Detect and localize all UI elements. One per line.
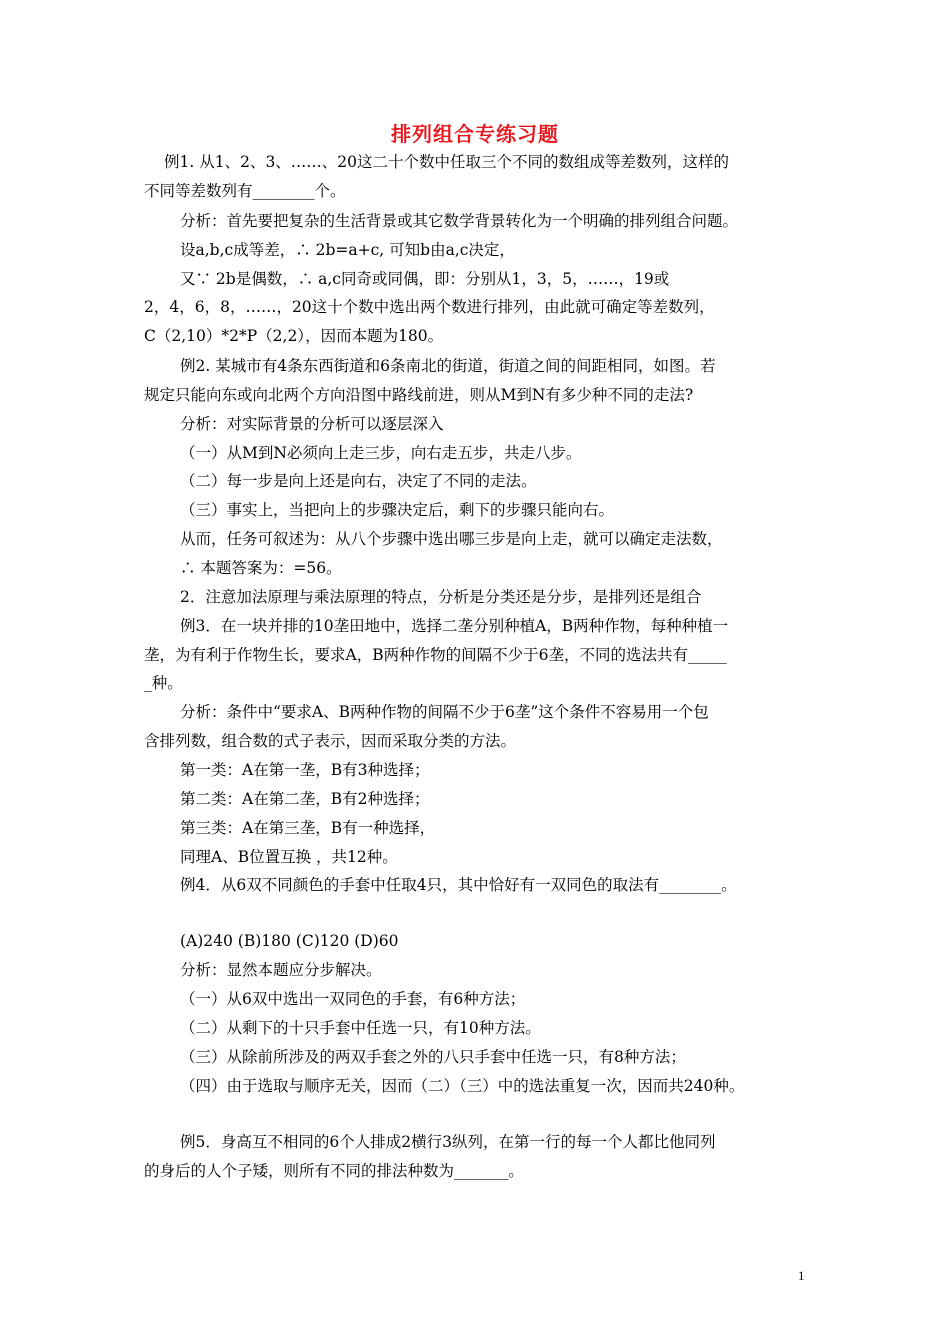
page-title: 排列组合专练习题 <box>391 122 559 146</box>
text-line: 分析：显然本题应分步解决。 <box>180 961 382 979</box>
text-line: 例3．在一块并排的10垄田地中，选择二垄分别种植A，B两种作物，每种种植一 <box>180 617 729 635</box>
text-line: （二）每一步是向上还是向右，决定了不同的走法。 <box>180 472 537 490</box>
text-line: （一）从6双中选出一双同色的手套，有6种方法； <box>180 990 526 1008</box>
text-line: (A)240 (B)180 (C)120 (D)60 <box>180 932 399 950</box>
text-line: 同理A、B位置互换 ，共12种。 <box>180 848 398 866</box>
text-line: （三）事实上，当把向上的步骤决定后，剩下的步骤只能向右。 <box>180 501 615 519</box>
text-line: 规定只能向东或向北两个方向沿图中路线前进，则从M到N有多少种不同的走法? <box>144 386 694 404</box>
text-line: 含排列数，组合数的式子表示，因而采取分类的方法。 <box>144 732 517 750</box>
text-line: 例2. 某城市有4条东西街道和6条南北的街道，街道之间的间距相同，如图。若 <box>180 357 716 375</box>
text-line: 例1. 从1、2、3、……、20这二十个数中任取三个不同的数组成等差数列，这样的 <box>164 153 730 171</box>
text-line: ∴ 本题答案为：=56。 <box>180 559 342 577</box>
text-line: _种。 <box>144 674 183 692</box>
text-line: 设a,b,c成等差，∴ 2b=a+c, 可知b由a,c决定， <box>180 241 515 259</box>
text-line: 例5．身高互不相同的6个人排成2横行3纵列，在第一行的每一个人都比他同列 <box>180 1133 716 1151</box>
text-line: 第一类：A在第一垄，B有3种选择； <box>180 761 430 779</box>
text-line: 不同等差数列有________个。 <box>144 182 346 200</box>
page-number: 1 <box>798 1268 805 1283</box>
text-line: 第三类：A在第三垄，B有一种选择， <box>180 819 436 837</box>
text-line: （四）由于选取与顺序无关，因而（二）（三）中的选法重复一次，因而共240种。 <box>180 1077 745 1095</box>
text-line: 的身后的人个子矮，则所有不同的排法种数为_______。 <box>144 1162 524 1180</box>
text-line: （三）从除前所涉及的两双手套之外的八只手套中任选一只，有8种方法； <box>180 1048 686 1066</box>
text-line: 第二类：A在第二垄，B有2种选择； <box>180 790 430 808</box>
text-line: （一）从M到N必须向上走三步，向右走五步，共走八步。 <box>180 444 582 462</box>
text-line: 垄，为有利于作物生长，要求A，B两种作物的间隔不少于6垄，不同的选法共有_____ <box>144 646 727 664</box>
text-line: 从而，任务可叙述为：从八个步骤中选出哪三步是向上走，就可以确定走法数， <box>180 530 723 548</box>
text-line: 分析：条件中“要求A、B两种作物的间隔不少于6垄”这个条件不容易用一个包 <box>180 703 709 721</box>
text-line: 2．注意加法原理与乘法原理的特点，分析是分类还是分步，是排列还是组合 <box>180 588 702 606</box>
text-line: C（2,10）*2*P（2,2），因而本题为180。 <box>144 327 444 345</box>
text-line: 2，4，6，8，……，20这十个数中选出两个数进行排列，由此就可确定等差数列， <box>144 298 715 316</box>
text-line: 又∵ 2b是偶数，∴ a,c同奇或同偶，即：分别从1，3，5，……，19或 <box>180 270 670 288</box>
text-line: （二）从剩下的十只手套中任选一只，有10种方法。 <box>180 1019 541 1037</box>
text-line: 分析：对实际背景的分析可以逐层深入 <box>180 415 444 433</box>
text-line: 例4．从6双不同颜色的手套中任取4只，其中恰好有一双同色的取法有________。 <box>180 876 737 894</box>
text-line: 分析：首先要把复杂的生活背景或其它数学背景转化为一个明确的排列组合问题。 <box>180 212 739 230</box>
